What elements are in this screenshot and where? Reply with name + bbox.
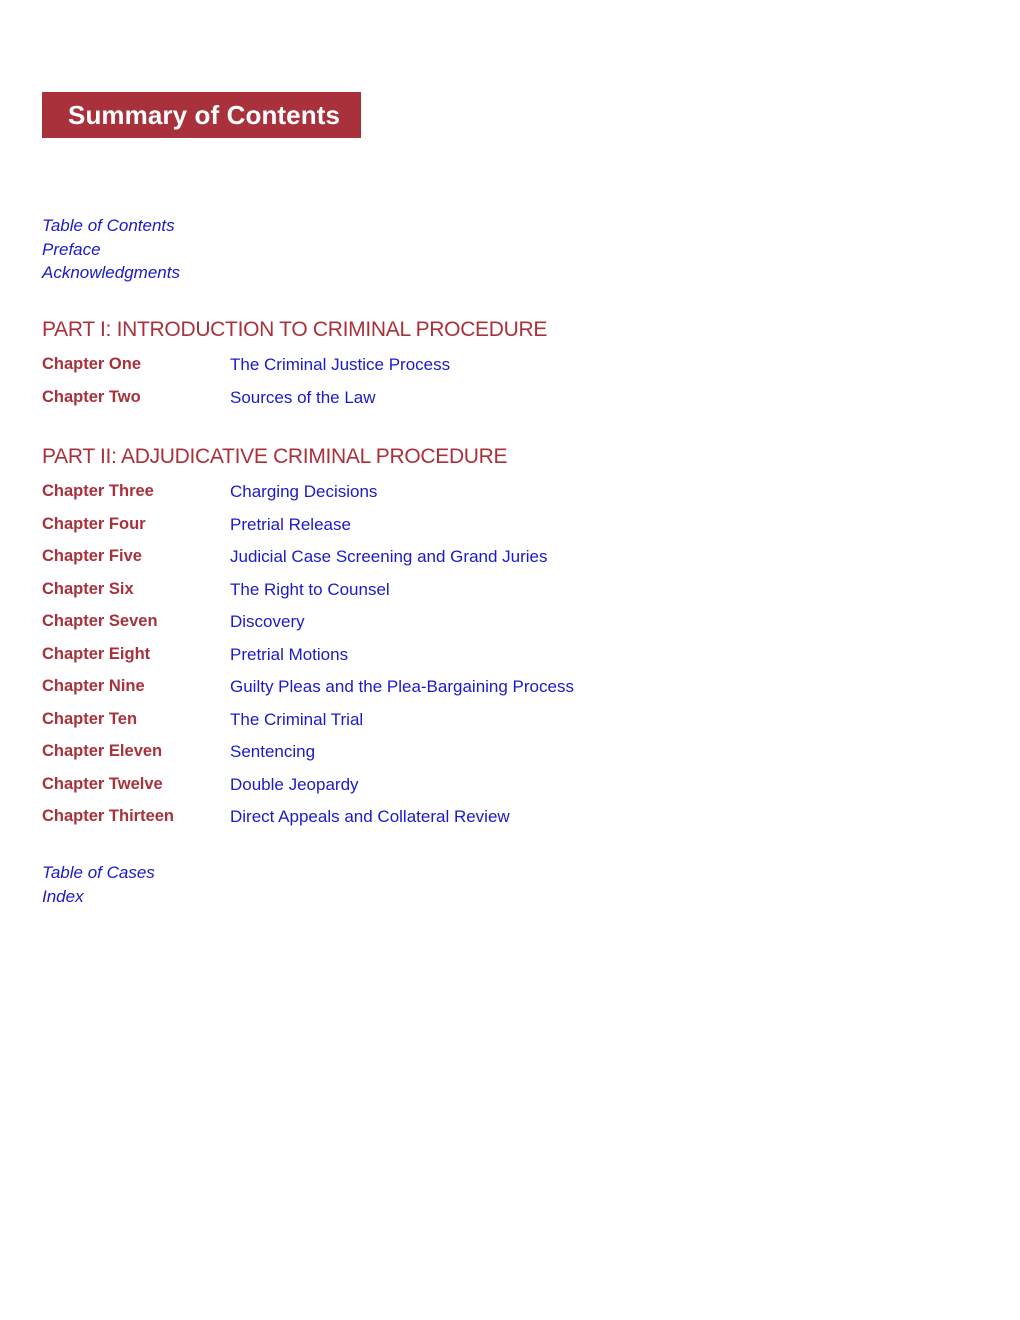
- chapter-row: [42, 547, 742, 580]
- chapter-row: [42, 775, 742, 808]
- preface-link[interactable]: Preface: [42, 239, 101, 259]
- chapter-number: Chapter Four: [42, 514, 146, 533]
- chapter-row: [42, 710, 742, 743]
- chapter-number: Chapter Twelve: [42, 774, 163, 793]
- chapter-title-link[interactable]: Double Jeopardy: [230, 774, 359, 794]
- chapter-row: [42, 580, 742, 613]
- chapter-row: [42, 807, 742, 840]
- chapter-title-link[interactable]: Charging Decisions: [230, 482, 378, 501]
- front-matter-links: [42, 214, 180, 285]
- page-title: Summary of Contents: [42, 92, 361, 138]
- chapter-row: [42, 612, 742, 645]
- chapter-number: Chapter Eleven: [42, 742, 163, 760]
- chapter-title-link[interactable]: Sources of the Law: [230, 387, 376, 407]
- part-1-chapter-list: [42, 355, 742, 420]
- toc-link[interactable]: Table of Contents: [42, 216, 175, 235]
- index-link[interactable]: Index: [42, 886, 84, 906]
- chapter-number: Chapter Three: [42, 482, 154, 500]
- chapter-title-link[interactable]: Guilty Pleas and the Plea-Bargaining Process: [230, 677, 574, 696]
- chapter-row: [42, 645, 742, 678]
- chapter-row: [42, 355, 742, 388]
- chapter-title-link[interactable]: Discovery: [230, 612, 305, 631]
- part-2-heading: PART II: ADJUDICATIVE CRIMINAL PROCEDURE: [42, 445, 508, 468]
- chapter-title-link[interactable]: The Criminal Justice Process: [230, 355, 451, 374]
- chapter-row: [42, 515, 742, 548]
- chapter-row: [42, 742, 742, 775]
- chapter-title-link[interactable]: Sentencing: [230, 742, 316, 761]
- table-of-cases-link[interactable]: Table of Cases: [42, 863, 155, 882]
- acknowledgments-link[interactable]: Acknowledgments: [42, 263, 180, 282]
- chapter-row: [42, 482, 742, 515]
- chapter-number: Chapter Two: [42, 387, 141, 406]
- back-matter-links: [42, 861, 155, 908]
- chapter-row: [42, 677, 742, 710]
- chapter-title-link[interactable]: Pretrial Motions: [230, 644, 349, 664]
- chapter-title-link[interactable]: Judicial Case Screening and Grand Juries: [230, 547, 548, 566]
- chapter-number: Chapter Thirteen: [42, 807, 175, 825]
- chapter-number: Chapter Six: [42, 579, 134, 598]
- chapter-number: Chapter Seven: [42, 612, 158, 630]
- chapter-number: Chapter Five: [42, 547, 142, 565]
- chapter-number: Chapter Nine: [42, 677, 145, 695]
- part-2-chapter-list: [42, 482, 742, 840]
- chapter-row: [42, 388, 742, 421]
- chapter-number: Chapter Eight: [42, 644, 151, 663]
- chapter-title-link[interactable]: The Criminal Trial: [230, 709, 364, 729]
- chapter-number: Chapter One: [42, 355, 142, 373]
- part-1-heading: PART I: INTRODUCTION TO CRIMINAL PROCEDURE: [42, 318, 548, 341]
- chapter-title-link[interactable]: Direct Appeals and Collateral Review: [230, 807, 510, 826]
- chapter-title-link[interactable]: The Right to Counsel: [230, 579, 390, 599]
- chapter-title-link[interactable]: Pretrial Release: [230, 514, 351, 534]
- chapter-number: Chapter Ten: [42, 709, 138, 728]
